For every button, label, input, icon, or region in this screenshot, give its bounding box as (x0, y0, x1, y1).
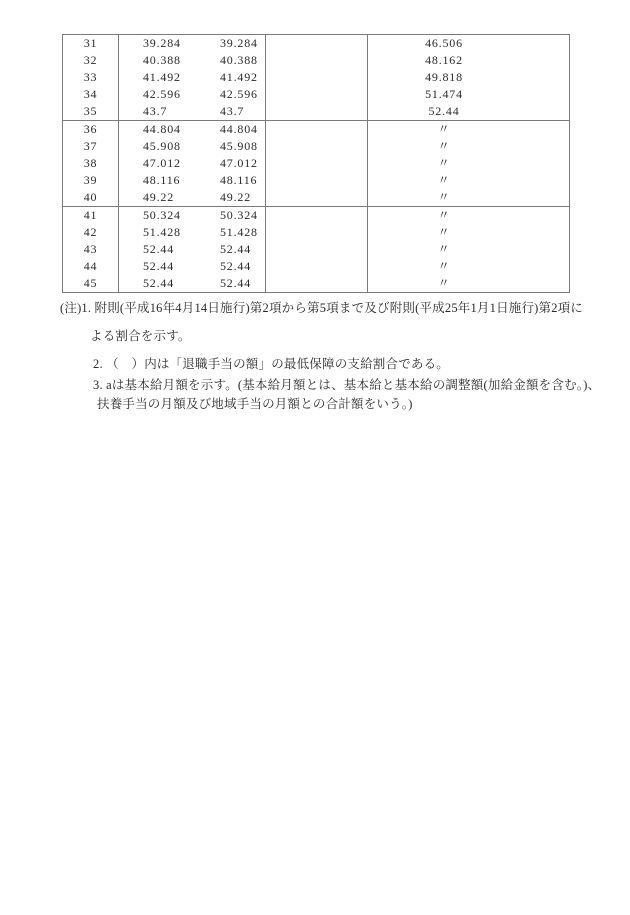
cell-rate-c: 〃 (437, 276, 451, 290)
cell-rate-b: 42.596 (192, 86, 266, 103)
cell-years: 38 (63, 155, 119, 172)
cell-years: 39 (63, 172, 119, 189)
note-1-line-1: (注)1. 附則(平成16年4月14日施行)第2項から第5項まで及び附則(平成25年1月1日施行)第2項に (60, 301, 584, 315)
cell-rate-a: 44.804 (143, 122, 181, 136)
cell-rate-a: 52.44 (143, 242, 174, 256)
cell-blank (266, 35, 368, 52)
cell-years: 36 (63, 121, 119, 138)
cell-blank (266, 224, 368, 241)
cell-rate-a: 51.428 (143, 225, 181, 239)
table-group (63, 35, 569, 120)
cell-rate-a: 52.44 (143, 276, 174, 290)
table-row (63, 275, 569, 292)
cell-years: 32 (63, 52, 119, 69)
cell-rate-b: 51.428 (192, 224, 266, 241)
cell-years: 34 (63, 86, 119, 103)
cell-rate-a: 42.596 (143, 87, 181, 101)
cell-rate-a: 45.908 (143, 139, 181, 153)
cell-rate-c: 51.474 (425, 87, 463, 101)
cell-blank (266, 189, 368, 206)
table-row (63, 224, 569, 241)
cell-rate-c: 〃 (437, 259, 451, 273)
cell-rate-b: 52.44 (192, 241, 266, 258)
rate-table (62, 34, 570, 293)
table-row (63, 35, 569, 52)
cell-blank (266, 69, 368, 86)
cell-years: 33 (63, 69, 119, 86)
cell-years: 44 (63, 258, 119, 275)
cell-years: 43 (63, 241, 119, 258)
table-row (63, 69, 569, 86)
cell-blank (266, 241, 368, 258)
cell-rate-b: 52.44 (192, 258, 266, 275)
cell-blank (266, 103, 368, 120)
cell-rate-c: 〃 (437, 156, 451, 170)
cell-rate-b: 50.324 (192, 207, 266, 224)
cell-rate-b: 41.492 (192, 69, 266, 86)
cell-rate-a: 43.7 (143, 104, 168, 118)
cell-rate-b: 40.388 (192, 52, 266, 69)
cell-rate-c: 〃 (437, 122, 451, 136)
cell-blank (266, 86, 368, 103)
table-group (63, 120, 569, 206)
cell-rate-a: 41.492 (143, 70, 181, 84)
cell-rate-a: 49.22 (143, 190, 174, 204)
cell-rate-a: 39.284 (143, 36, 181, 50)
cell-years: 31 (63, 35, 119, 52)
cell-rate-a: 47.012 (143, 156, 181, 170)
cell-blank (266, 207, 368, 224)
cell-blank (266, 52, 368, 69)
cell-rate-b: 39.284 (192, 35, 266, 52)
table-row (63, 258, 569, 275)
cell-rate-a: 40.388 (143, 53, 181, 67)
table-row (63, 207, 569, 224)
table-row (63, 241, 569, 258)
cell-years: 45 (63, 275, 119, 292)
cell-rate-c: 46.506 (425, 36, 463, 50)
cell-rate-c: 〃 (437, 173, 451, 187)
table-group (63, 206, 569, 292)
cell-rate-c: 52.44 (428, 104, 460, 118)
cell-rate-c: 48.162 (425, 53, 463, 67)
cell-blank (266, 138, 368, 155)
table-row (63, 103, 569, 120)
cell-years: 35 (63, 103, 119, 120)
table-row (63, 172, 569, 189)
cell-blank (266, 121, 368, 138)
cell-rate-b: 52.44 (192, 275, 266, 292)
table-row (63, 52, 569, 69)
table-row (63, 121, 569, 138)
table-row (63, 155, 569, 172)
table-row (63, 138, 569, 155)
cell-rate-c: 49.818 (425, 70, 463, 84)
note-3-line-2: 扶養手当の月額及び地域手当の月額との合計額をいう。) (97, 397, 413, 411)
table-row (63, 86, 569, 103)
cell-blank (266, 275, 368, 292)
cell-rate-a: 50.324 (143, 208, 181, 222)
cell-rate-b: 45.908 (192, 138, 266, 155)
cell-years: 41 (63, 207, 119, 224)
cell-blank (266, 155, 368, 172)
cell-years: 42 (63, 224, 119, 241)
cell-rate-b: 43.7 (192, 103, 266, 120)
cell-rate-c: 〃 (437, 225, 451, 239)
cell-rate-c: 〃 (437, 190, 451, 204)
cell-rate-b: 49.22 (192, 189, 266, 206)
cell-blank (266, 258, 368, 275)
cell-rate-c: 〃 (437, 208, 451, 222)
cell-years: 37 (63, 138, 119, 155)
cell-rate-c: 〃 (437, 242, 451, 256)
note-3-line-1: 3. aは基本給月額を示す。(基本給月額とは、基本給と基本給の調整額(加給金額を含む。)、 (93, 378, 601, 392)
table-row (63, 189, 569, 206)
cell-rate-b: 48.116 (192, 172, 266, 189)
cell-rate-a: 52.44 (143, 259, 174, 273)
cell-rate-b: 47.012 (192, 155, 266, 172)
cell-blank (266, 172, 368, 189)
note-2-line-1: 2. （ ）内は「退職手当の額」の最低保障の支給割合である。 (93, 357, 450, 371)
cell-rate-c: 〃 (437, 139, 451, 153)
cell-rate-a: 48.116 (143, 173, 181, 187)
cell-rate-b: 44.804 (192, 121, 266, 138)
note-1-line-2: よる割合を示す。 (90, 329, 191, 343)
notes-block (60, 296, 601, 416)
cell-years: 40 (63, 189, 119, 206)
